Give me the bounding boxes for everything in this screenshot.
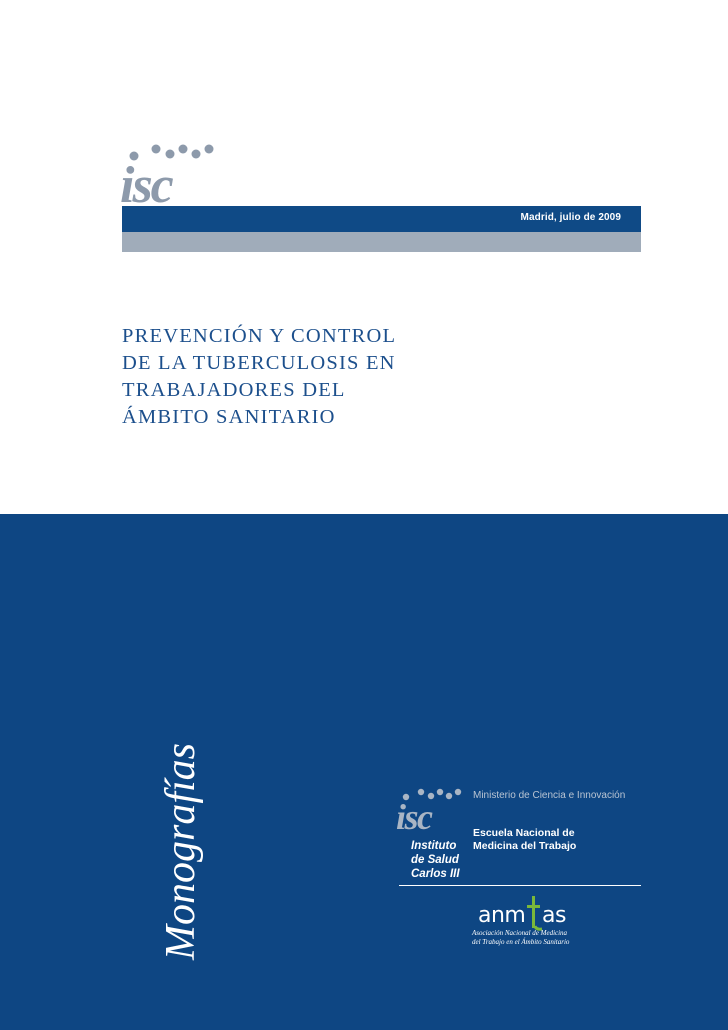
school-name-line: Escuela Nacional de [473,827,575,839]
svg-text:anm: anm [478,903,526,928]
title-line: PREVENCIÓN Y CONTROL [122,325,397,347]
series-label [106,690,204,960]
svg-text:isc: isc [396,797,432,832]
title-line: ÁMBITO SANITARIO [122,406,336,428]
divider [399,885,641,886]
institute-name-line: Instituto [411,840,457,852]
association-name-line: del Trabajo en el Ámbito Sanitario [472,938,570,946]
ministry-name: Ministerio de Ciencia e Innovación [473,790,626,801]
document-title [122,323,542,431]
school-name-line: Medicina del Trabajo [473,840,577,852]
publication-date: Madrid, julio de 2009 [520,212,621,223]
isc-logo [120,140,220,206]
institute-name-line: de Salud [411,854,459,866]
institute-logo [396,786,466,832]
series-name: Monografías [158,742,204,960]
institute-name-line: Carlos III [411,868,460,880]
svg-text:as: as [542,903,566,928]
association-name-line: Asociación Nacional de Medicina [472,929,568,937]
svg-text:isc: isc [120,157,172,206]
association-logo-mark [476,890,606,934]
header-band [122,206,641,232]
association-logo [476,890,606,934]
title-line: TRABAJADORES DEL [122,379,346,401]
title-line: DE LA TUBERCULOSIS EN [122,352,396,374]
header-band-secondary [122,232,641,252]
